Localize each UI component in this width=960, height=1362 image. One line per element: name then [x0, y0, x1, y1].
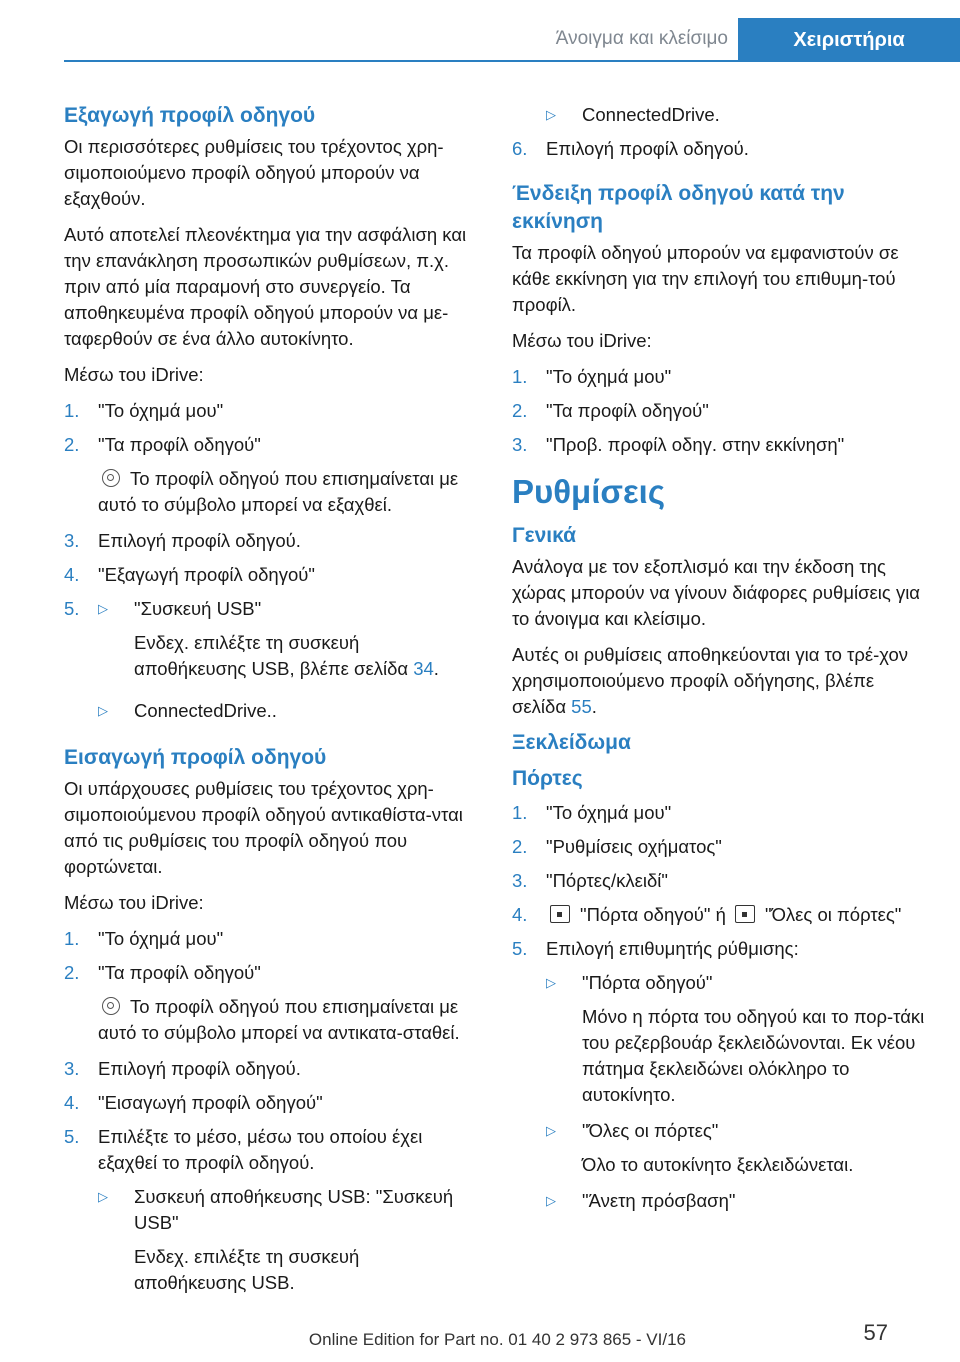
gear-icon: [102, 997, 120, 1015]
page-link[interactable]: 55: [571, 696, 592, 717]
right-column: [512, 102, 926, 1222]
list-item: 4. "Εισαγωγή προφίλ οδηγού": [64, 1092, 323, 1113]
car-door-icon: [735, 905, 755, 923]
list-item: 2. "Τα προφίλ οδηγού": [64, 434, 261, 455]
section-title: Άνοιγμα και κλείσιμο: [555, 28, 728, 49]
import-paragraph-1: Οι υπάρχουσες ρυθμίσεις του τρέχοντος χρη-σιμοποιούμενου προφίλ οδηγού αντικαθίστα-νται από τις ρυθμίσεις του προφίλ οδηγού που φορτώνεται.: [64, 778, 463, 877]
via-idrive: Μέσω του iDrive:: [64, 892, 204, 913]
via-idrive: Μέσω του iDrive:: [512, 330, 652, 351]
settings-title: Ρυθμίσεις: [512, 473, 665, 510]
triangle-bullet-icon: ▷: [98, 601, 108, 616]
list-item: 1. "Το όχημά μου": [512, 366, 672, 387]
triangle-bullet-icon: ▷: [546, 1193, 556, 1208]
sub-item: ▷ ConnectedDrive.: [546, 102, 926, 128]
page-number: 57: [863, 1320, 888, 1345]
unlock-title: Ξεκλείδωμα: [512, 731, 631, 754]
list-item: 3. Επιλογή προφίλ οδηγού.: [64, 1058, 301, 1079]
doors-title: Πόρτες: [512, 767, 583, 790]
list-item: 2. "Τα προφίλ οδηγού": [64, 962, 261, 983]
list-item: 2. "Τα προφίλ οδηγού": [512, 400, 709, 421]
sub-note: Μόνο η πόρτα του οδηγού και το πορ-τάκι του ρεζερβουάρ ξεκλειδώνονται. Εκ νέου πάτημα ξεκλειδώνει ολόκληρο το αυτοκίνητο.: [582, 1006, 925, 1105]
show-at-start-title: Ένδειξη προφίλ οδηγού κατά την εκκίνηση: [512, 182, 845, 233]
general-paragraph-2: Αυτές οι ρυθμίσεις αποθηκεύονται για το τρέ-χον χρησιμοποιούμενο προφίλ οδήγησης, βλέπε σελίδα 55.: [512, 644, 909, 717]
export-title: Εξαγωγή προφίλ οδηγού: [64, 104, 316, 127]
triangle-bullet-icon: ▷: [98, 1189, 108, 1204]
left-column: [64, 102, 476, 1296]
sub-note: Ενδεχ. επιλέξτε τη συσκευή αποθήκευσης USB.: [134, 1246, 360, 1293]
sub-note: Όλο το αυτοκίνητο ξεκλειδώνεται.: [582, 1154, 854, 1175]
list-note: Το προφίλ οδηγού που επισημαίνεται με αυτό το σύμβολο μπορεί να αντικατα-σταθεί.: [98, 996, 460, 1043]
page-link[interactable]: 34: [413, 658, 434, 679]
triangle-bullet-icon: ▷: [546, 107, 556, 122]
car-door-icon: [550, 905, 570, 923]
list-note: Το προφίλ οδηγού που επισημαίνεται με αυτό το σύμβολο μπορεί να εξαχθεί.: [98, 468, 459, 515]
sub-item: ▷ "Άνετη πρόσβαση": [546, 1188, 926, 1214]
list-item: 5. ▷ "Συσκευή USB": [64, 596, 476, 622]
general-paragraph-1: Ανάλογα με τον εξοπλισμό και την έκδοση της χώρας μπορούν να γίνουν διάφορες ρυθμίσεις για το άνοιγμα και κλείσιμο.: [512, 556, 920, 629]
chapter-tab: Χειριστήρια: [738, 18, 960, 62]
sub-item: ▷ ConnectedDrive..: [98, 698, 476, 724]
list-item: 4. "Εξαγωγή προφίλ οδηγού": [64, 564, 315, 585]
sub-item: ▷ "Πόρτα οδηγού": [546, 970, 926, 996]
list-item: 3. Επιλογή προφίλ οδηγού.: [64, 530, 301, 551]
export-paragraph-1: Οι περισσότερες ρυθμίσεις του τρέχοντος χρη-σιμοποιούμενο προφίλ οδηγού μπορούν να εξαχθούν.: [64, 136, 444, 209]
list-item: 3. "Προβ. προφίλ οδηγ. στην εκκίνηση": [512, 434, 845, 455]
list-item: 1. "Το όχημά μου": [64, 928, 224, 949]
list-item: 5. Επιλογή επιθυμητής ρύθμισης:: [512, 938, 799, 959]
triangle-bullet-icon: ▷: [98, 703, 108, 718]
list-item: 3. "Πόρτες/κλειδί": [512, 870, 668, 891]
show-paragraph-1: Τα προφίλ οδηγού μπορούν να εμφανιστούν σε κάθε εκκίνηση για την επιλογή του επιθυμη-τού προφίλ.: [512, 242, 899, 315]
gear-icon: [102, 469, 120, 487]
general-title: Γενικά: [512, 524, 577, 547]
via-idrive: Μέσω του iDrive:: [64, 364, 204, 385]
list-item: 5. Επιλέξτε το μέσο, μέσω του οποίου έχει εξαχθεί το προφίλ οδηγού.: [64, 1126, 423, 1173]
edition-footer: Online Edition for Part no. 01 40 2 973 865 - VI/16: [308, 1330, 686, 1349]
import-title: Εισαγωγή προφίλ οδηγού: [64, 746, 327, 769]
sub-note: Ενδεχ. επιλέξτε τη συσκευή αποθήκευσης USB, βλέπε σελίδα 34.: [134, 632, 439, 679]
list-item: 4. "Πόρτα οδηγού" ή "Όλες οι πόρτες": [512, 904, 902, 925]
triangle-bullet-icon: ▷: [546, 1123, 556, 1138]
sub-item: ▷ Συσκευή αποθήκευσης USB: "Συσκευή USB": [98, 1184, 476, 1236]
list-item: 6. Επιλογή προφίλ οδηγού.: [512, 138, 749, 159]
triangle-bullet-icon: ▷: [546, 975, 556, 990]
sub-item: ▷ "Όλες οι πόρτες": [546, 1118, 926, 1144]
header-rule: [64, 60, 960, 62]
list-item: 1. "Το όχημά μου": [64, 400, 224, 421]
list-item: 1. "Το όχημά μου": [512, 802, 672, 823]
list-item: 2. "Ρυθμίσεις οχήματος": [512, 836, 722, 857]
export-paragraph-2: Αυτό αποτελεί πλεονέκτημα για την ασφάλιση και την επανάκληση προσωπικών ρυθμίσεων, π.χ. πριν από μία παραμονή στο συνεργείο. Τα αποθηκευμένα προφίλ οδηγού μπορούν να με-ταφερθούν σε ένα άλλο αυτοκίνητο.: [64, 224, 467, 349]
